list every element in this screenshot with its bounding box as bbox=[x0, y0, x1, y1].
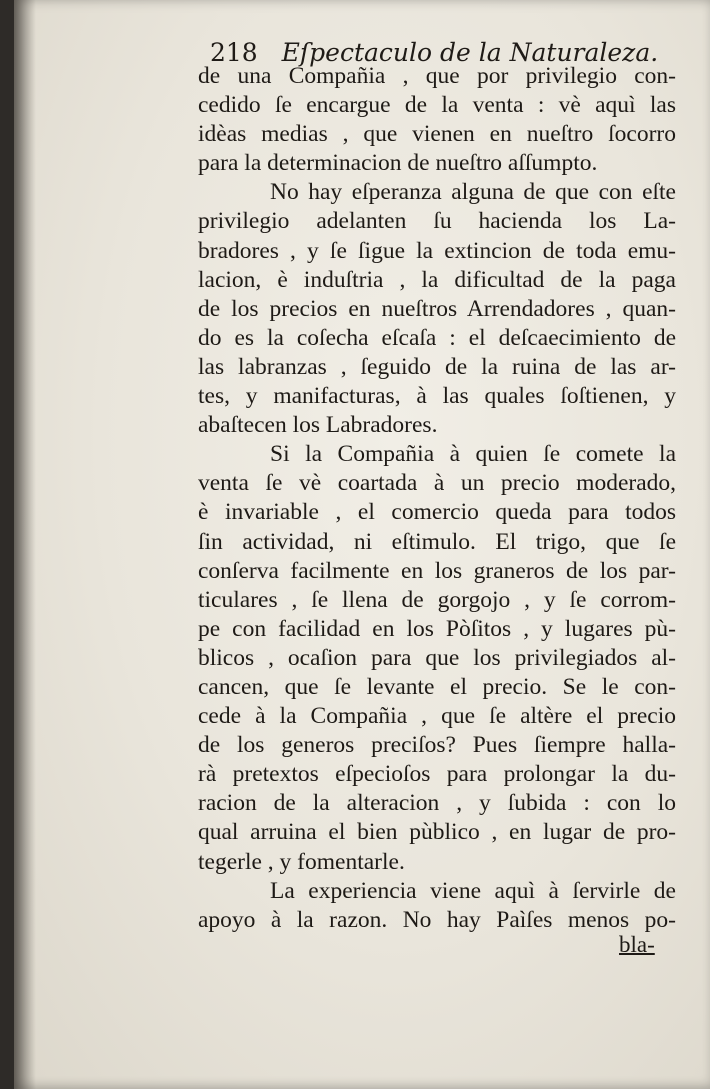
text-line: ticulares , ſe llena de gorgojo , y ſe corrom- bbox=[198, 586, 676, 613]
text-line: rà pretextos eſpecioſos para prolongar la du- bbox=[198, 761, 676, 788]
text-line: las labranzas , ſeguido de la ruina de las ar- bbox=[198, 353, 676, 380]
text-line: tes, y manifacturas, à las quales ſoſtienen, y bbox=[198, 383, 676, 410]
text-line: qual arruina el bien pùblico , en lugar de pro- bbox=[198, 819, 676, 846]
text-line: de los precios en nueſtros Arrendadores , quan- bbox=[198, 295, 676, 322]
text-line: do es la coſecha eſcaſa : el deſcaecimiento de bbox=[198, 324, 676, 351]
running-title: Eſpectaculo de la Naturaleza. bbox=[281, 38, 659, 67]
text-line: conſerva facilmente en los graneros de los par- bbox=[198, 557, 676, 584]
page-gutter-shadow bbox=[14, 0, 36, 1089]
text-line: cedido ſe encargue de la venta : vè aquì las bbox=[198, 92, 676, 119]
text-line: cede à la Compañia , que ſe altère el precio bbox=[198, 703, 676, 730]
text-line: tegerle , y fomentarle. bbox=[198, 848, 405, 875]
text-line: blicos , ocaſion para que los privilegiados al- bbox=[198, 644, 676, 671]
text-line: idèas medias , que vienen en nueſtro ſocorro bbox=[198, 121, 676, 148]
text-line: de los generos preciſos? Pues ſiempre halla- bbox=[198, 732, 676, 759]
text-line: Si la Compañia à quien ſe comete la bbox=[270, 441, 676, 468]
text-line: venta ſe vè coartada à un precio moderado, bbox=[198, 470, 676, 497]
body-text bbox=[198, 62, 676, 935]
text-line: cancen, que ſe levante el precio. Se le con- bbox=[198, 673, 676, 700]
text-line: ſin actividad, ni eſtimulo. El trigo, que ſe bbox=[198, 528, 676, 555]
text-line: de una Compañia , que por privilegio con- bbox=[198, 63, 676, 89]
text-line: pe con facilidad en los Pòſitos , y lugares pù- bbox=[198, 615, 676, 642]
text-line: privilegio adelanten ſu hacienda los La- bbox=[198, 208, 676, 235]
catchword: bla- bbox=[619, 932, 655, 957]
page-number: 218 bbox=[210, 38, 258, 67]
text-line: La experiencia viene aquì à ſervirle de bbox=[270, 877, 676, 904]
text-line: para la determinacion de nueſtro aſſumpto. bbox=[198, 150, 598, 177]
text-line: è invariable , el comercio queda para todos bbox=[198, 499, 676, 526]
text-line: apoyo à la razon. No hay Paìſes menos po- bbox=[198, 906, 676, 933]
text-line: bradores , y ſe ſigue la extincion de toda emu- bbox=[198, 237, 676, 264]
text-line: racion de la alteracion , y ſubida : con lo bbox=[198, 790, 676, 817]
book-page bbox=[14, 0, 710, 1089]
text-line: lacion, è induſtria , la dificultad de la paga bbox=[198, 266, 676, 293]
text-line: abaſtecen los Labradores. bbox=[198, 412, 438, 439]
text-line: No hay eſperanza alguna de que con eſte bbox=[270, 179, 676, 206]
